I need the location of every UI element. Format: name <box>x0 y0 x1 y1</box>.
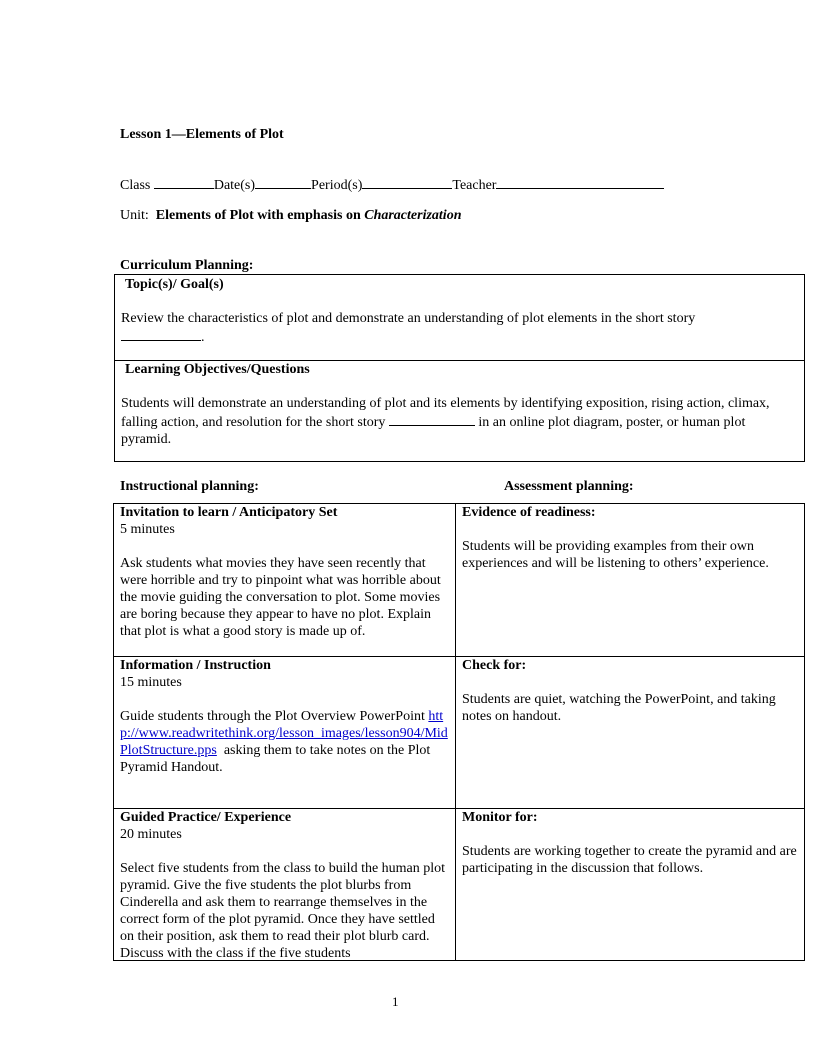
unit-emphasis: Characterization <box>364 208 462 223</box>
assessment-text: Students will be providing examples from their own experiences and will be listening to others’ experience. <box>462 539 769 571</box>
objectives-cell <box>115 361 804 461</box>
topic-heading: Topic(s)/ Goal(s) <box>125 277 224 292</box>
assessment-heading-cell: Check for: <box>462 658 527 673</box>
objectives-text: Students will demonstrate an understanding of plot and its elements by identifying exposition, rising action, climax, falling action, and resolution for the short story in an online plot diagram, poster, or human plot pyramid. <box>121 396 770 447</box>
date-blank[interactable] <box>255 175 311 189</box>
unit-label: Unit: <box>120 208 149 223</box>
table-row <box>114 809 455 960</box>
date-label: Date(s) <box>213 178 256 193</box>
assessment-heading-cell: Monitor for: <box>462 810 538 825</box>
assessment-text: Students are working together to create the pyramid and are participating in the discussion that follows. <box>462 844 797 876</box>
topic-cell <box>115 275 804 360</box>
row-heading: Information / Instruction <box>120 658 271 673</box>
period-blank[interactable] <box>362 175 452 189</box>
curriculum-table <box>114 274 805 462</box>
page-number: 1 <box>392 994 399 1009</box>
unit-line <box>120 207 461 224</box>
table-row <box>114 504 455 656</box>
row-heading: Invitation to learn / Anticipatory Set <box>120 505 338 520</box>
teacher-label: Teacher <box>452 178 497 193</box>
row-text: Select five students from the class to build the human plot pyramid. Give the five students the plot blurbs from Cinderella and ask them to rearrange themselves in the correct form of the plot pyramid. Once they have settled on their position, ask them to read their plot blurb card. Discuss with the class if the five students <box>120 861 446 961</box>
objectives-heading: Learning Objectives/Questions <box>125 362 310 377</box>
assessment-cell <box>456 809 804 960</box>
objectives-blank[interactable] <box>389 412 475 426</box>
class-label: Class <box>120 178 151 193</box>
header-fields <box>120 175 664 194</box>
page-title: Lesson 1—Elements of Plot <box>120 127 284 142</box>
curriculum-heading: Curriculum Planning: <box>120 258 254 273</box>
assessment-cell <box>456 504 804 656</box>
teacher-blank[interactable] <box>496 175 664 189</box>
row-time: 5 minutes <box>120 522 175 537</box>
row-text: Ask students what movies they have seen recently that were horrible and try to pinpoint what was horrible about the movie guiding the conversation to plot. Some movies are boring because they appear to have no plot. Explain that plot is what a good story is made up of. <box>120 556 441 639</box>
unit-text: Elements of Plot with emphasis on <box>155 208 361 223</box>
period-label: Period(s) <box>311 178 363 193</box>
story-blank[interactable] <box>121 327 201 341</box>
powerpoint-link[interactable]: http://www.readwritethink.org/lesson_images/lesson904/MidPlotStructure.pps <box>120 709 448 758</box>
assessment-cell <box>456 657 804 808</box>
table-row <box>114 657 455 808</box>
row-text: Guide students through the Plot Overview PowerPoint http://www.readwritethink.org/lesson_images/lesson904/MidPlotStructure.pps asking them to take notes on the Plot Pyramid Handout. <box>120 709 448 775</box>
row-time: 15 minutes <box>120 675 182 690</box>
class-blank[interactable] <box>154 175 214 189</box>
instructional-heading: Instructional planning: <box>120 479 259 494</box>
assessment-heading: Assessment planning: <box>504 479 634 494</box>
row-heading: Guided Practice/ Experience <box>120 810 292 825</box>
assessment-heading-cell: Evidence of readiness: <box>462 505 596 520</box>
assessment-text: Students are quiet, watching the PowerPoint, and taking notes on handout. <box>462 692 776 724</box>
topic-text: Review the characteristics of plot and demonstrate an understanding of plot elements in the short story . <box>121 311 696 345</box>
planning-table <box>113 503 805 961</box>
row-time: 20 minutes <box>120 827 182 842</box>
